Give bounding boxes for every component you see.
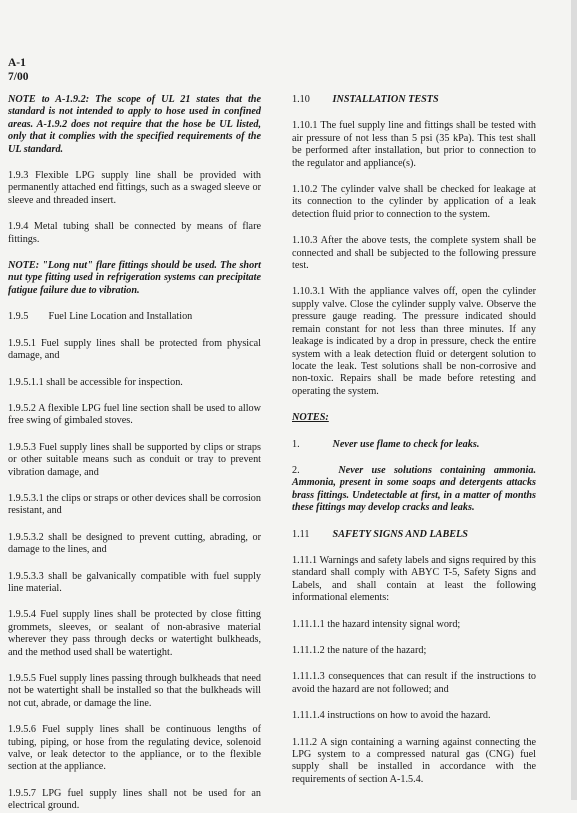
note-2 <box>292 465 536 515</box>
para-1-9-4: 1.9.4 Metal tubing shall be connected by means of flare fittings. <box>8 221 261 245</box>
para-1-9-5-5: 1.9.5.5 Fuel supply lines passing through bulkheads that need not be watertight shall be installed so that the bulkheads will not cut, abrade, or damage the line. <box>8 673 261 709</box>
revision-date: 7/00 <box>8 71 29 83</box>
para-1-9-5-6: 1.9.5.6 Fuel supply lines shall be continuous lengths of tubing, piping, or hose from the regulating device, solenoid valve, or leak detector to the appliance, or to the flexible section at the appliance. <box>8 724 261 773</box>
right-column <box>292 94 536 786</box>
heading-1-11-title: SAFETY SIGNS AND LABELS <box>332 528 468 540</box>
note-2-number: 2. <box>292 464 300 476</box>
heading-1-10 <box>292 94 536 106</box>
note-1-text: Never use flame to check for leaks. <box>332 438 480 450</box>
para-1-9-5-1-1: 1.9.5.1.1 shall be accessible for inspection. <box>8 376 183 388</box>
para-1-11-1-2: 1.11.1.2 the nature of the hazard; <box>292 645 427 656</box>
para-1-11-1: 1.11.1 Warnings and safety labels and signs required by this standard shall comply with ABYC T-5, Safety Signs and Labels, and shall contain at least the following informational elements: <box>292 554 536 604</box>
notes-title: NOTES: <box>292 412 329 424</box>
para-1-9-5-2: 1.9.5.2 A flexible LPG fuel line section shall be used to allow free swing of gimbaled stoves. <box>8 402 261 427</box>
note-1 <box>292 439 536 451</box>
para-1-9-5-3-2: 1.9.5.3.2 shall be designed to prevent cutting, abrading, or damage to the lines, and <box>8 531 261 556</box>
heading-1-9-5 <box>8 311 261 323</box>
para-1-10-2: 1.10.2 The cylinder valve shall be checked for leakage at its connection to the cylinder by application of a leak detection fluid prior to connection to the system. <box>292 184 536 220</box>
note-a192: NOTE to A-1.9.2: The scope of UL 21 states that the standard is not intended to apply to hose used in confined areas. A-1.9.2 does not require that the hose be UL listed, only that it complies with the specified requirements of the UL standard. <box>8 94 261 155</box>
standard-id: A-1 <box>8 57 26 69</box>
heading-1-9-5-title: Fuel Line Location and Installation <box>48 311 193 323</box>
page-edge <box>571 0 577 800</box>
para-1-9-5-4: 1.9.5.4 Fuel supply lines shall be protected by close fitting grommets, sleeves, or sealant of non-abrasive material wherever they pass through decks or watertight bulkheads, and the method used shall be watertight. <box>8 609 261 658</box>
para-1-10-3: 1.10.3 After the above tests, the complete system shall be connected and shall be subjected to the following pressure test. <box>292 235 536 272</box>
heading-1-9-5-number: 1.9.5 <box>8 311 29 323</box>
heading-1-11 <box>292 529 536 541</box>
left-column <box>8 94 261 813</box>
para-1-10-3-1: 1.10.3.1 With the appliance valves off, open the cylinder supply valve. Close the cylinder supply valve. Observe the pressure gauge reading. The pressure indicated should remain constant for not less than three minutes. If any leakage is indicated by a drop in pressure, check the entire system with a leak detection fluid or detergent solution to locate the leak. Test solutions shall be non-corrosive and non-toxic. Repairs shall be made before retesting and operating the system. <box>292 286 536 397</box>
note-1-number: 1. <box>292 438 300 450</box>
para-1-10-1: 1.10.1 The fuel supply line and fittings shall be tested with air pressure of not less than 5 psi (35 kPa). This test shall be performed after installation, but prior to connection to the regulator and appliance(s). <box>292 120 536 169</box>
para-1-9-5-3-3: 1.9.5.3.3 shall be galvanically compatible with fuel supply line material. <box>8 570 261 594</box>
note-long-nut: NOTE: "Long nut" flare fittings should be used. The short nut type fitting used in refrigeration systems can precipitate fatigue failure due to vibration. <box>8 260 261 296</box>
heading-1-10-title: INSTALLATION TESTS <box>332 94 439 105</box>
para-1-11-1-3: 1.11.1.3 consequences that can result if the instructions to avoid the hazard are not followed; and <box>292 671 536 695</box>
para-1-9-5-1: 1.9.5.1 Fuel supply lines shall be protected from physical damage, and <box>8 337 261 362</box>
para-1-11-2: 1.11.2 A sign containing a warning against connecting the LPG system to a compressed natural gas (CNG) fuel supply shall be installed in accordance with the requirements of section A-1.5.4. <box>292 736 536 785</box>
para-1-9-5-3-1: 1.9.5.3.1 the clips or straps or other devices shall be corrosion resistant, and <box>8 492 261 517</box>
para-1-9-5-3: 1.9.5.3 Fuel supply lines shall be supported by clips or straps or other suitable means such as conduit or tray to prevent vibration damage, and <box>8 441 261 478</box>
heading-1-10-number: 1.10 <box>292 94 310 105</box>
para-1-11-1-1: 1.11.1.1 the hazard intensity signal word; <box>292 618 461 630</box>
heading-1-11-number: 1.11 <box>292 528 310 540</box>
note-2-text: Never use solutions containing ammonia. Ammonia, present in some soaps and detergents attacks brass fittings. Undetectable at first, in a matter of months these fittings may develop cracks and leaks. <box>292 464 536 514</box>
para-1-9-5-7: 1.9.5.7 LPG fuel supply lines shall not be used for an electrical ground. <box>8 787 261 812</box>
para-1-11-1-4: 1.11.1.4 instructions on how to avoid the hazard. <box>292 710 491 722</box>
page-header <box>8 56 28 84</box>
para-1-9-3: 1.9.3 Flexible LPG supply line shall be provided with permanently attached end fittings, such as a swaged sleeve or sleeve and threaded insert. <box>8 170 261 206</box>
